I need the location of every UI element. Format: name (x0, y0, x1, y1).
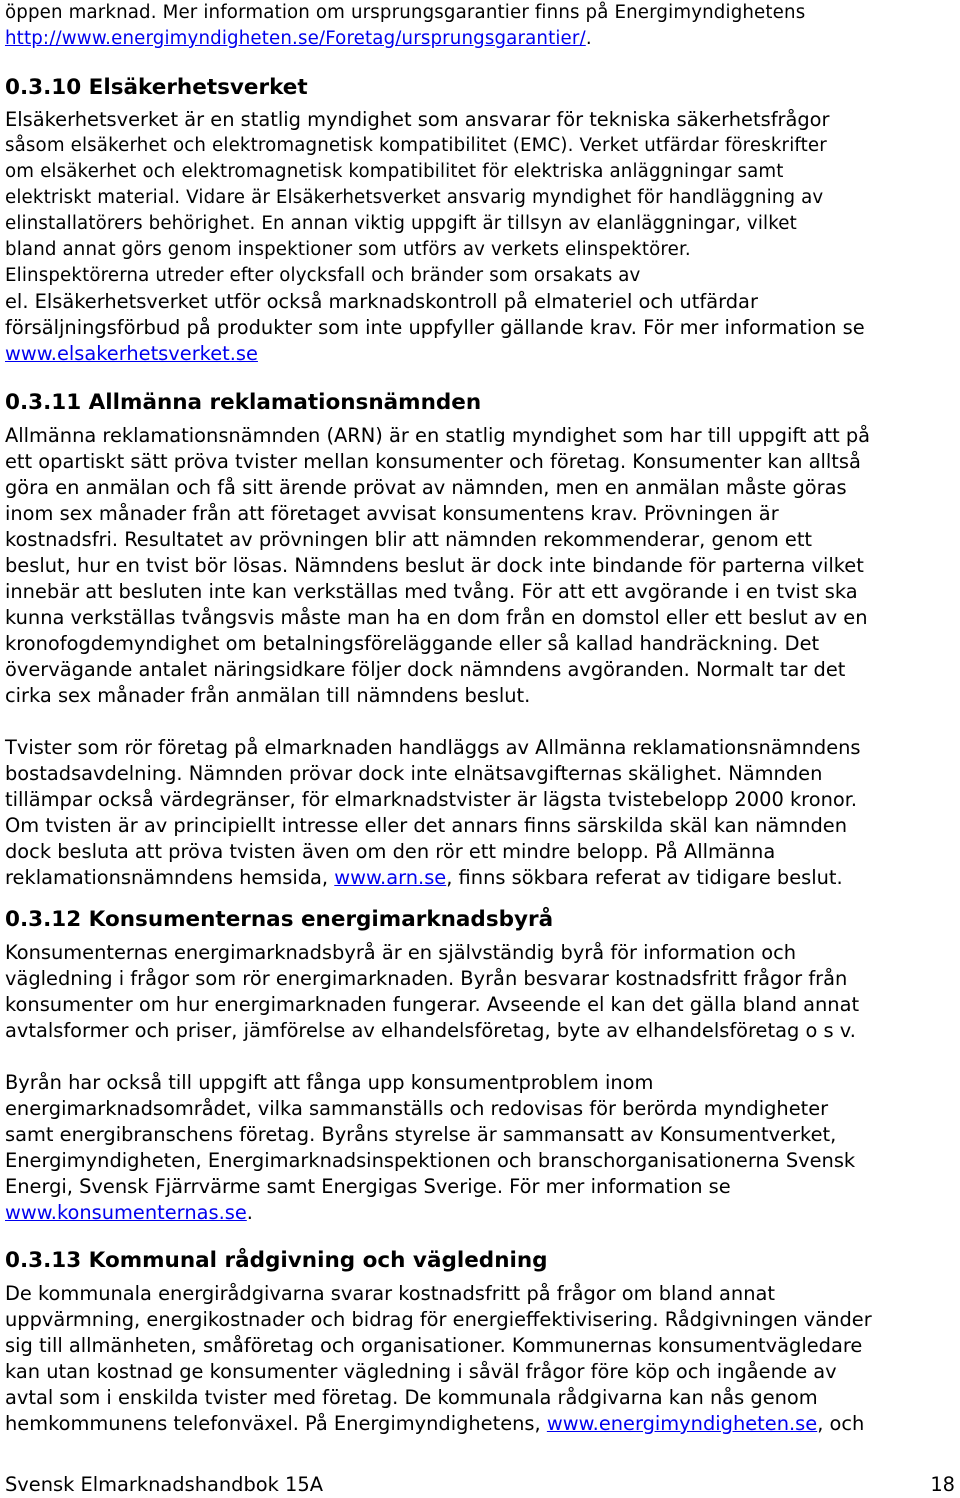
text-span: Verket utfärdar föreskrifter (573, 135, 827, 156)
text-line: tillämpar också värdegränser, för elmarknadstvister är lägsta tvistebelopp 2000 kronor. (5, 788, 858, 811)
text-line: uppvärmning, energikostnader och bidrag för energieffektivisering. Rådgivningen vänder (5, 1308, 872, 1331)
intro-line-1 (5, 0, 955, 26)
text-line (5, 1200, 955, 1226)
text-line: inom sex månader från att företaget avvisat konsumentens krav. Prövningen är (5, 502, 779, 525)
text-span: En annan viktig uppgift är tillsyn av elanläggningar, vilket (255, 213, 797, 234)
heading-elsakerhetsverket: 0.3.10 Elsäkerhetsverket (5, 75, 308, 100)
text-span: reklamationsnämndens hemsida, (5, 866, 335, 889)
text-line: avtalsformer och priser, jämförelse av elhandelsföretag, byte av elhandelsföretag o s v. (5, 1019, 856, 1042)
text-span: Elsäkerhetsverket utför också marknadskontroll på elmateriel och utfärdar (28, 290, 758, 313)
intro-text: öppen marknad. Mer information om ursprungsgarantier finns på Energimyndighetens (5, 2, 806, 23)
text-line: göra en anmälan och få sitt ärende prövat av nämnden, men en anmälan måste göras (5, 476, 847, 499)
text-line: vägledning i frågor som rör energimarknaden. Byrån besvarar kostnadsfritt frågor från (5, 967, 848, 990)
arn-link[interactable]: www.arn.se (334, 866, 447, 889)
text-line: bostadsavdelning. Nämnden prövar dock inte elnätsavgifternas skälighet. Nämnden (5, 762, 823, 785)
text-line: konsumenter om hur energimarknaden fungerar. Avseende el kan det gälla bland annat (5, 993, 860, 1016)
text-line: Elinspektörerna utreder efter olycksfall och bränder som orsakats av (5, 265, 641, 286)
text-line (5, 341, 955, 367)
heading-kommunal-radgivning: 0.3.13 Kommunal rådgivning och vägledning (5, 1248, 548, 1273)
text-line (5, 1411, 955, 1437)
text-line (5, 865, 955, 891)
elsakerhetsverket-link[interactable]: www.elsakerhetsverket.se (5, 342, 258, 365)
text-span: , och (817, 1412, 865, 1435)
text-line: kunna verkställas tvångsvis måste man ha en dom från en domstol eller ett beslut av en (5, 606, 868, 629)
text-line: samt energibranschens företag. Byråns styrelse är sammansatt av Konsumentverket, (5, 1123, 837, 1146)
text-line (5, 289, 955, 315)
intro-period: . (585, 28, 592, 49)
text-line: ett opartiskt sätt pröva tvister mellan konsumenter och företag. Konsumenter kan alltså (5, 450, 861, 473)
text-line: Energimyndigheten, Energimarknadsinspektionen och branschorganisationerna Svensk (5, 1149, 856, 1172)
text-line: cirka sex månader från anmälan till nämndens beslut. (5, 684, 531, 707)
text-line: dock besluta att pröva tvisten även om den rör ett mindre belopp. På Allmänna (5, 840, 776, 863)
heading-arn: 0.3.11 Allmänna reklamationsnämnden (5, 390, 482, 415)
text-line: sig till allmänheten, småföretag och organisationer. Kommunernas konsumentvägledare (5, 1334, 863, 1357)
page-number: 18 (930, 1473, 955, 1496)
section-elsakerhetsverket (5, 75, 955, 367)
text-line: kostnadsfri. Resultatet av prövningen blir att nämnden rekommenderar, genom ett (5, 528, 813, 551)
text-line: innebär att besluten inte kan verkställas med tvång. För att ett avgörande i en tvist ska (5, 580, 858, 603)
text-line: Allmänna reklamationsnämnden (ARN) är en statlig myndighet som har till uppgift att på (5, 424, 871, 447)
section-kommunal-radgivning (5, 1248, 955, 1437)
text-line: Tvister som rör företag på elmarknaden handläggs av Allmänna reklamationsnämndens (5, 736, 861, 759)
konsumenternas-link[interactable]: www.konsumenternas.se (5, 1201, 247, 1224)
section-arn (5, 390, 955, 891)
text-span: såsom elsäkerhet och elektromagnetisk kompatibilitet (EMC). (5, 135, 574, 156)
text-line: om elsäkerhet och elektromagnetisk kompatibilitet för elektriska anläggningar samt (5, 161, 784, 182)
ursprungsgarantier-link[interactable]: http://www.energimyndigheten.se/Foretag/ursprungsgarantier/ (5, 28, 586, 49)
text-span: elektriskt material. (5, 187, 181, 208)
text-line: Energi, Svensk Fjärrvärme samt Energigas Sverige. För mer information se (5, 1175, 731, 1198)
section-energimarknadsbyra (5, 907, 955, 1226)
text-line (5, 133, 955, 159)
intro-line-2 (5, 26, 955, 52)
intro-paragraph (5, 0, 955, 52)
page-footer (5, 1472, 955, 1498)
footer-title: Svensk Elmarknadshandbok 15A (5, 1473, 323, 1496)
text-line: beslut, hur en tvist bör lösas. Nämndens beslut är dock inte bindande för parterna vilket (5, 554, 864, 577)
text-line: Konsumenternas energimarknadsbyrå är en självständig byrå för information och (5, 941, 797, 964)
text-span: hemkommunens telefonväxel. På Energimyndighetens, (5, 1412, 547, 1435)
text-line: energimarknadsområdet, vilka sammanställs och redovisas för berörda myndigheter (5, 1097, 829, 1120)
text-line: bland annat görs genom inspektioner som utförs av verkets elinspektörer. (5, 239, 691, 260)
heading-energimarknadsbyra: 0.3.12 Konsumenternas energimarknadsbyrå (5, 907, 554, 932)
text-line: försäljningsförbud på produkter som inte uppfyller gällande krav. För mer information se (5, 316, 865, 339)
text-line: kan utan kostnad ge konsumenter vägledning i såväl frågor före köp och ingående av (5, 1360, 837, 1383)
text-line (5, 185, 955, 211)
text-span: elinstallatörers behörighet. (5, 213, 256, 234)
text-line: De kommunala energirådgivarna svarar kostnadsfritt på frågor om bland annat (5, 1282, 776, 1305)
energimyndigheten-link[interactable]: www.energimyndigheten.se (546, 1412, 818, 1435)
text-span: Vidare är Elsäkerhetsverket ansvarig myndighet för handläggning av (180, 187, 824, 208)
text-span: , finns sökbara referat av tidigare beslut. (446, 866, 843, 889)
text-line: övervägande antalet näringsidkare följer dock nämndens avgöranden. Normalt tar det (5, 658, 846, 681)
text-line: avtal som i enskilda tvister med företag. De kommunala rådgivarna kan nås genom (5, 1386, 818, 1409)
text-span: . (246, 1201, 253, 1224)
text-span: el. (5, 290, 29, 313)
text-line: kronofogdemyndighet om betalningsföreläggande eller så kallad handräckning. Det (5, 632, 820, 655)
text-line: Om tvisten är av principiellt intresse eller det annars finns särskilda skäl kan nämnden (5, 814, 847, 837)
text-line (5, 211, 955, 237)
text-line: Byrån har också till uppgift att fånga upp konsumentproblem inom (5, 1071, 654, 1094)
text-line: Elsäkerhetsverket är en statlig myndighet som ansvarar för tekniska säkerhetsfrågor (5, 108, 830, 131)
